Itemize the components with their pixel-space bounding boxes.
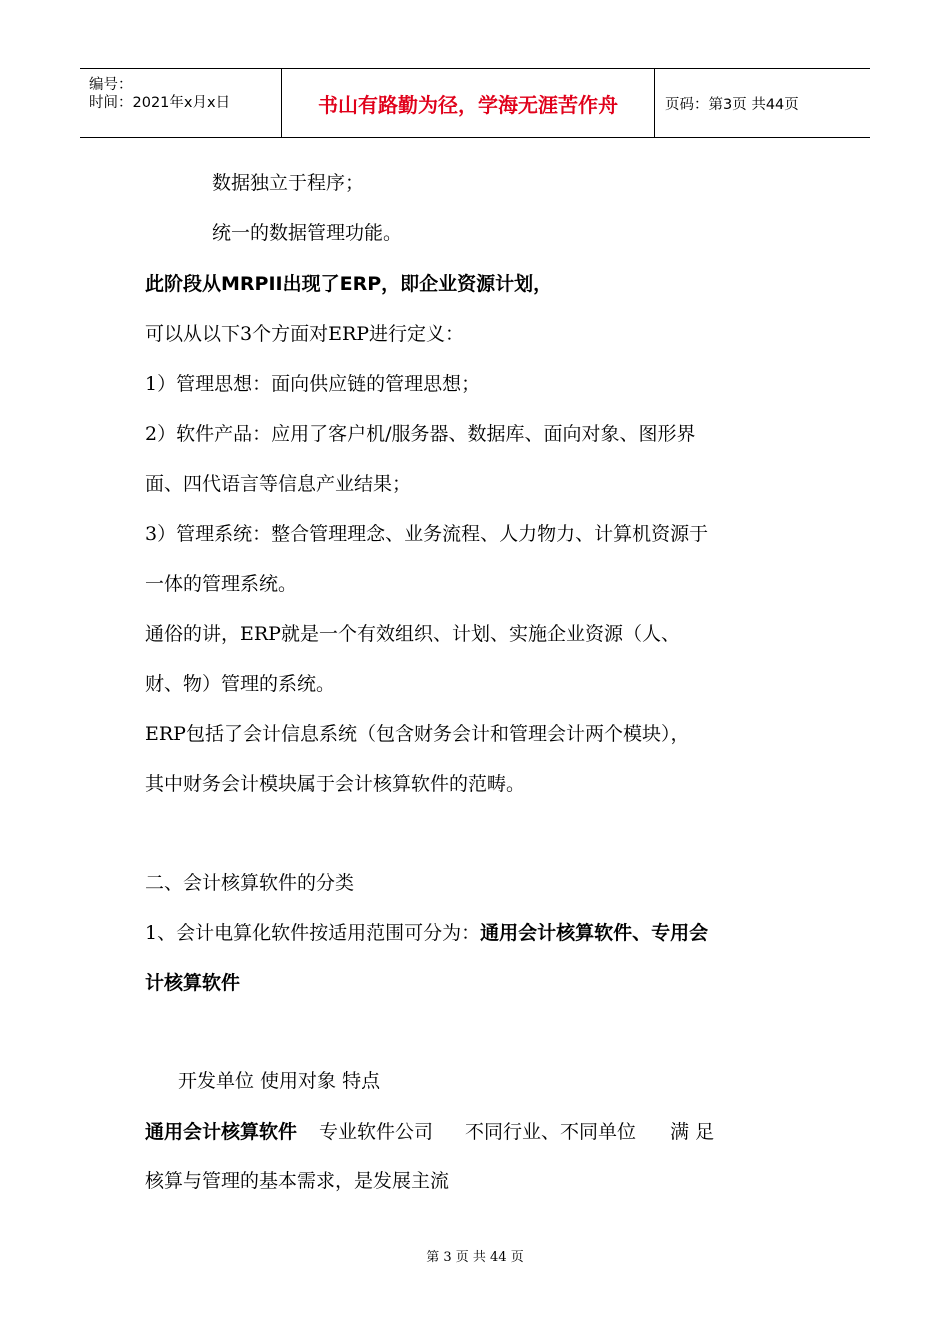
text-line: 财、物）管理的系统。 — [145, 673, 336, 695]
text-line: 一体的管理系统。 — [145, 573, 298, 595]
text-line: ERP包括了会计信息系统（包含财务会计和管理会计两个模块）， — [145, 723, 690, 745]
header-table — [80, 68, 870, 138]
time-label: 时间：2021年x月x日 — [89, 95, 231, 111]
table-header-line: 开发单位 使用对象 特点 — [178, 1070, 381, 1092]
section-heading: 二、会计核算软件的分类 — [145, 872, 355, 894]
header-info-cell — [80, 69, 282, 137]
row-feature: 满 足 — [670, 1121, 715, 1143]
text-line: 3）管理系统：整合管理理念、业务流程、人力物力、计算机资源于 — [145, 523, 709, 545]
text-line: 2）软件产品：应用了客户机/服务器、数据库、面向对象、图形界 — [145, 423, 696, 445]
text-line: 核算与管理的基本需求，是发展主流 — [145, 1170, 450, 1192]
page-footer: 第 3 页 共 44 页 — [426, 1250, 524, 1265]
text-line: 通俗的讲，ERP就是一个有效组织、计划、实施企业资源（人、 — [145, 623, 680, 645]
text-line: 计核算软件 — [145, 972, 241, 994]
table-row — [145, 1119, 714, 1145]
text-bold: 通用会计核算软件、专用会 — [480, 922, 709, 944]
text-line: 此阶段从MRPII出现了ERP，即企业资源计划， — [145, 273, 553, 295]
row-title: 通用会计核算软件 — [145, 1121, 298, 1143]
header-page-info: 页码：第3页 共44页 — [665, 96, 799, 113]
text-line: 数据独立于程序； — [212, 172, 365, 194]
text-line: 面、四代语言等信息产业结果； — [145, 473, 412, 495]
text-line: 可以从以下3个方面对ERP进行定义： — [145, 323, 465, 345]
text-normal: 1、会计电算化软件按适用范围可分为： — [145, 922, 481, 944]
row-developer: 专业软件公司 — [319, 1121, 434, 1143]
number-label: 编号： — [89, 77, 133, 93]
text-line — [145, 920, 708, 946]
header-motto: 书山有路勤为径，学海无涯苦作舟 — [282, 69, 655, 137]
text-line: 其中财务会计模块属于会计核算软件的范畴。 — [145, 773, 526, 795]
text-line: 1）管理思想：面向供应链的管理思想； — [145, 373, 481, 395]
row-users: 不同行业、不同单位 — [465, 1121, 637, 1143]
text-line: 统一的数据管理功能。 — [212, 222, 403, 244]
